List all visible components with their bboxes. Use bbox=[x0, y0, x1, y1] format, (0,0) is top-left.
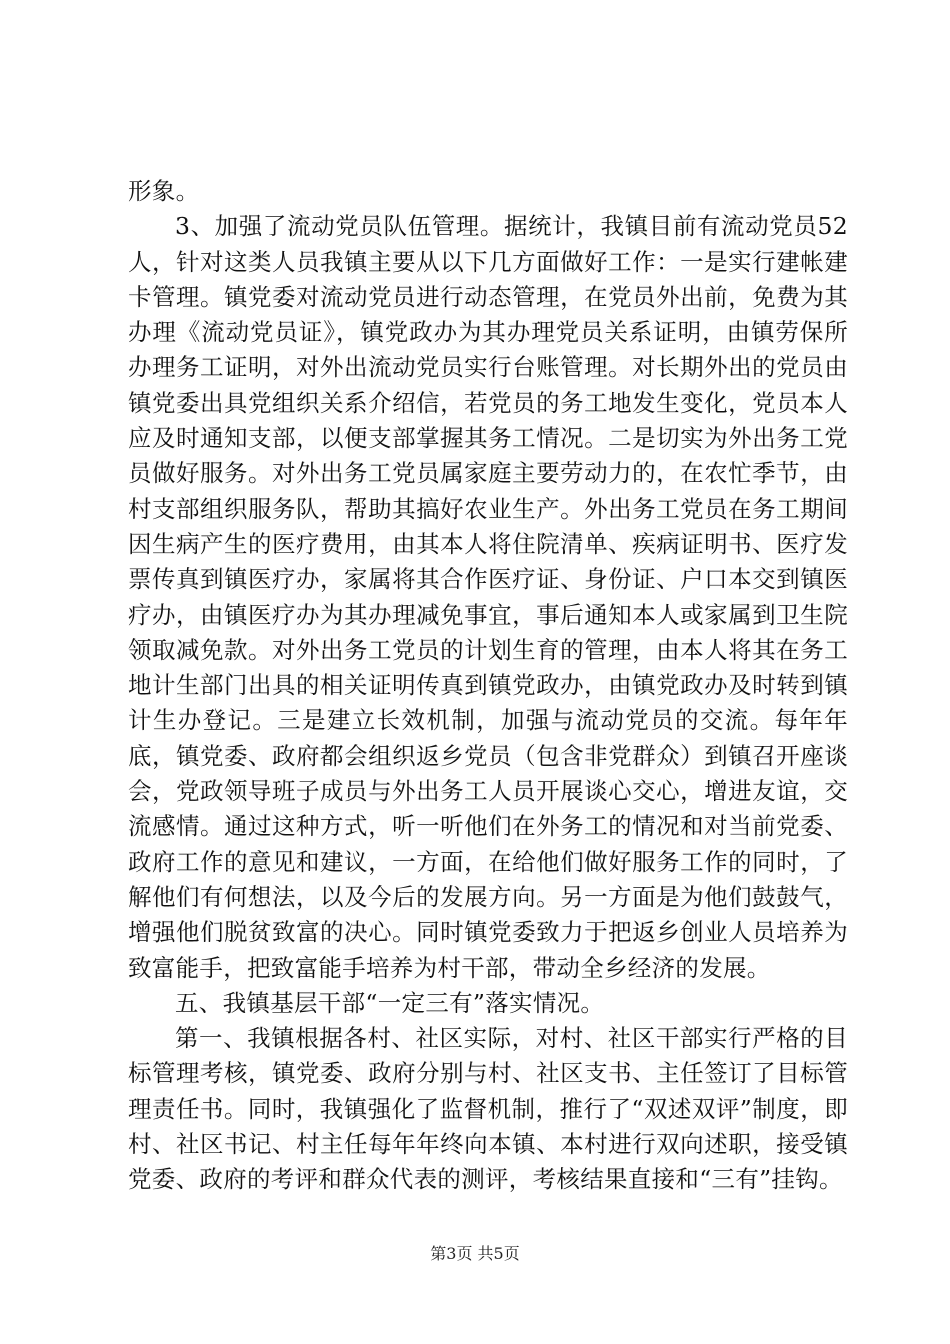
paragraph-continuation: 形象。 bbox=[128, 177, 200, 205]
section-heading-five: 五、我镇基层干部“一定三有”落实情况。 bbox=[175, 988, 605, 1017]
paragraph-first-measure: 第一、我镇根据各村、社区实际，对村、社区干部实行严格的目标管理考核，镇党委、政府分别与村、社区支书、主任签订了目标管理责任书。同时，我镇强化了监督机制，推行了“双述双评”制度，即村、社区书记、村主任每年年终向本镇、本村进行双向述职，接受镇党委、政府的考评和群众代表的测评，考核结果直接和“三有”挂钩。 bbox=[128, 1024, 848, 1194]
page-number-footer: 第3页 共5页 bbox=[430, 1244, 520, 1263]
document-body bbox=[128, 174, 848, 1198]
paragraph-floating-party-members: 3、加强了流动党员队伍管理。据统计，我镇目前有流动党员52人，针对这类人员我镇主要从以下几方面做好工作：一是实行建帐建卡管理。镇党委对流动党员进行动态管理，在党员外出前，免费为其办理《流动党员证》，镇党政办为其办理党员关系证明，由镇劳保所办理务工证明，对外出流动党员实行台账管理。对长期外出的党员由镇党委出具党组织关系介绍信，若党员的务工地发生变化，党员本人应及时通知支部，以便支部掌握其务工情况。二是切实为外出务工党员做好服务。对外出务工党员属家庭主要劳动力的，在农忙季节，由村支部组织服务队，帮助其搞好农业生产。外出务工党员在务工期间因生病产生的医疗费用，由其本人将住院清单、疾病证明书、医疗发票传真到镇医疗办，家属将其合作医疗证、身份证、户口本交到镇医疗办，由镇医疗办为其办理减免事宜，事后通知本人或家属到卫生院领取减免款。对外出务工党员的计划生育的管理，由本人将其在务工地计生部门出具的相关证明传真到镇党政办，由镇党政办及时转到镇计生办登记。三是建立长效机制，加强与流动党员的交流。每年年底，镇党委、政府都会组织返乡党员（包含非党群众）到镇召开座谈会，党政领导班子成员与外出务工人员开展谈心交心，增进友谊，交流感情。通过这种方式，听一听他们在外务工的情况和对当前党委、政府工作的意见和建议，一方面，在给他们做好服务工作的同时，了解他们有何想法，以及今后的发展方向。另一方面是为他们鼓鼓气，增强他们脱贫致富的决心。同时镇党委致力于把返乡创业人员培养为致富能手，把致富能手培养为村干部，带动全乡经济的发展。 bbox=[128, 212, 848, 982]
